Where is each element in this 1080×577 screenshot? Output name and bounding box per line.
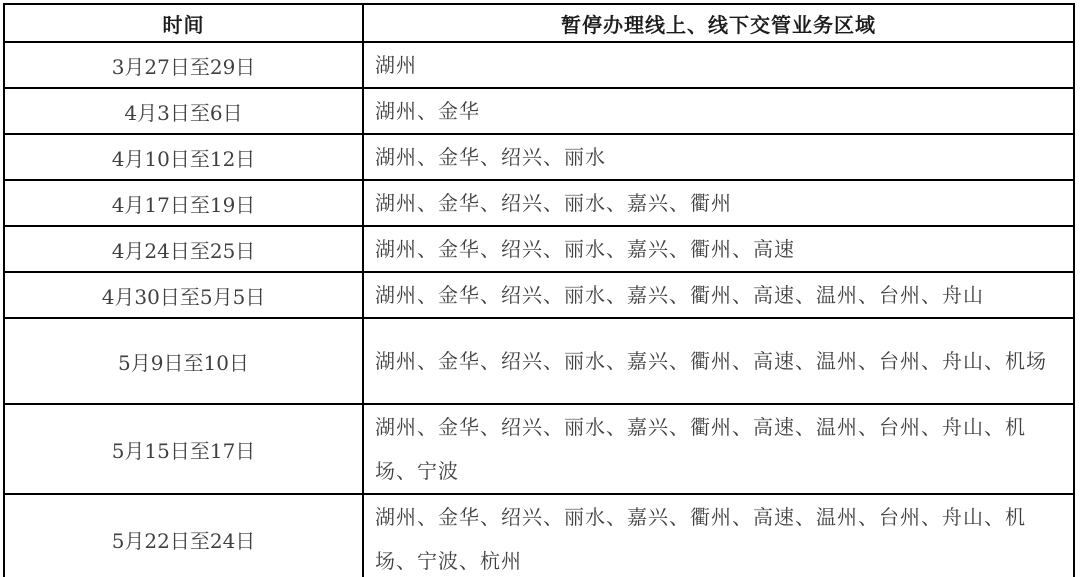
regions-cell: 湖州、金华、绍兴、丽水、嘉兴、衢州、高速、温州、台州、舟山、机场、宁波、杭州 (363, 494, 1074, 577)
time-cell: 4月30日至5月5日 (4, 272, 363, 318)
time-cell: 5月15日至17日 (4, 404, 363, 494)
col-header-regions: 暂停办理线上、线下交管业务区域 (363, 4, 1074, 42)
table-row (4, 226, 1074, 272)
regions-cell: 湖州 (363, 42, 1074, 88)
table-row (4, 272, 1074, 318)
header-row (4, 4, 1074, 42)
regions-cell: 湖州、金华 (363, 88, 1074, 134)
time-cell: 4月17日至19日 (4, 180, 363, 226)
regions-cell: 湖州、金华、绍兴、丽水 (363, 134, 1074, 180)
table-row (4, 494, 1074, 577)
table-row (4, 180, 1074, 226)
regions-cell: 湖州、金华、绍兴、丽水、嘉兴、衢州、高速、温州、台州、舟山、机场、宁波 (363, 404, 1074, 494)
time-cell: 4月24日至25日 (4, 226, 363, 272)
table-row (4, 42, 1074, 88)
time-cell: 4月10日至12日 (4, 134, 363, 180)
col-header-time: 时间 (4, 4, 363, 42)
table-row (4, 134, 1074, 180)
regions-cell: 湖州、金华、绍兴、丽水、嘉兴、衢州、高速、温州、台州、舟山、机场 (363, 318, 1074, 404)
regions-cell: 湖州、金华、绍兴、丽水、嘉兴、衢州 (363, 180, 1074, 226)
table-row (4, 88, 1074, 134)
time-cell: 3月27日至29日 (4, 42, 363, 88)
regions-cell: 湖州、金华、绍兴、丽水、嘉兴、衢州、高速、温州、台州、舟山 (363, 272, 1074, 318)
regions-cell: 湖州、金华、绍兴、丽水、嘉兴、衢州、高速 (363, 226, 1074, 272)
time-cell: 5月22日至24日 (4, 494, 363, 577)
time-cell: 5月9日至10日 (4, 318, 363, 404)
table-row (4, 404, 1074, 494)
suspension-schedule-table (3, 3, 1075, 577)
time-cell: 4月3日至6日 (4, 88, 363, 134)
table-row (4, 318, 1074, 404)
